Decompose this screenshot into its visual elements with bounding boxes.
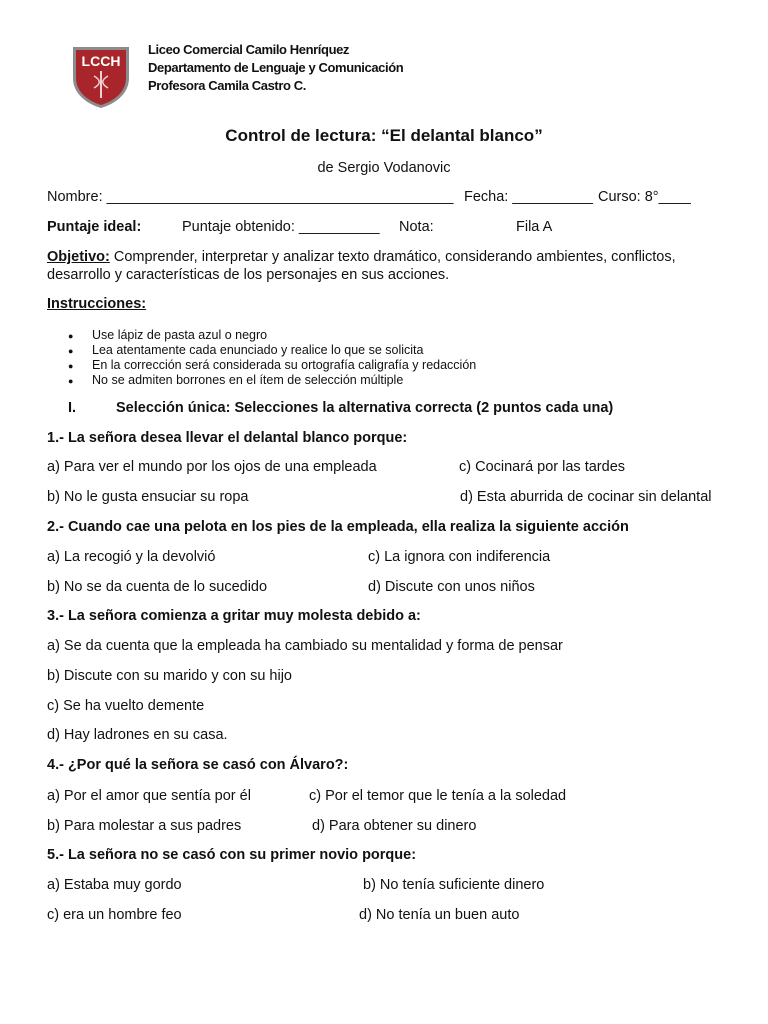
obtained-score-field[interactable]: Puntaje obtenido: __________: [182, 219, 380, 235]
bullet-icon: ●: [68, 376, 74, 386]
option-2b[interactable]: b) No se da cuenta de lo sucedido: [47, 579, 268, 595]
objective-text-1: Comprender, interpretar y analizar texto dramático, considerando ambientes, conflictos,: [109, 249, 676, 265]
option-3d[interactable]: d) Hay ladrones en su casa.: [47, 727, 228, 743]
option-2d[interactable]: d) Discute con unos niños: [368, 579, 535, 595]
option-1d[interactable]: d) Esta aburrida de cocinar sin delantal: [460, 489, 712, 505]
instruction-item: Lea atentamente cada enunciado y realice lo que se solicita: [92, 343, 424, 357]
section-number: I.: [68, 400, 77, 416]
option-4b[interactable]: b) Para molestar a sus padres: [47, 818, 242, 834]
option-4d[interactable]: d) Para obtener su dinero: [312, 818, 477, 834]
page-title: [0, 126, 768, 146]
question-5: 5.- La señora no se casó con su primer novio porque:: [47, 847, 417, 863]
teacher-name: Profesora Camila Castro C.: [148, 78, 306, 93]
option-4a[interactable]: a) Por el amor que sentía por él: [47, 788, 251, 804]
instruction-item: Use lápiz de pasta azul o negro: [92, 328, 268, 342]
option-2c[interactable]: c) La ignora con indiferencia: [368, 549, 551, 565]
option-1b[interactable]: b) No le gusta ensuciar su ropa: [47, 489, 249, 505]
date-field[interactable]: Fecha: __________: [464, 189, 593, 205]
title-label: Control de lectura:: [225, 126, 377, 145]
row-label: Fila A: [516, 219, 553, 235]
question-3: 3.- La señora comienza a gritar muy molesta debido a:: [47, 608, 421, 624]
bullet-icon: ●: [68, 361, 74, 371]
objective-label: Objetivo:: [47, 249, 110, 265]
course-field[interactable]: Curso: 8°____: [598, 189, 691, 205]
instruction-item: No se admiten borrones en el ítem de selección múltiple: [92, 373, 404, 387]
objective: [47, 249, 676, 265]
question-2: 2.- Cuando cae una pelota en los pies de la empleada, ella realiza la siguiente acción: [47, 519, 629, 535]
option-5c[interactable]: c) era un hombre feo: [47, 907, 182, 923]
name-field[interactable]: Nombre: ___________________________________________: [47, 189, 454, 205]
option-3a[interactable]: a) Se da cuenta que la empleada ha cambiado su mentalidad y forma de pensar: [47, 638, 563, 654]
option-1c[interactable]: c) Cocinará por las tardes: [459, 459, 626, 475]
option-5a[interactable]: a) Estaba muy gordo: [47, 877, 182, 893]
option-1a[interactable]: a) Para ver el mundo por los ojos de una empleada: [47, 459, 377, 475]
bullet-icon: ●: [68, 346, 74, 356]
section-title: Selección única: Selecciones la alternativa correcta (2 puntos cada una): [116, 400, 614, 416]
objective-text-2: desarrollo y características de los personajes en sus acciones.: [47, 267, 450, 283]
author-line: de Sergio Vodanovic: [317, 160, 451, 176]
grade-label: Nota:: [399, 219, 434, 235]
option-2a[interactable]: a) La recogió y la devolvió: [47, 549, 216, 565]
question-4: 4.- ¿Por qué la señora se casó con Álvaro?:: [47, 757, 349, 773]
option-5b[interactable]: b) No tenía suficiente dinero: [363, 877, 545, 893]
question-1: 1.- La señora desea llevar el delantal blanco porque:: [47, 430, 408, 446]
option-5d[interactable]: d) No tenía un buen auto: [359, 907, 520, 923]
instructions-title: Instrucciones:: [47, 296, 147, 312]
option-4c[interactable]: c) Por el temor que le tenía a la soledad: [309, 788, 567, 804]
department-name: Departamento de Lenguaje y Comunicación: [148, 60, 404, 75]
bullet-icon: ●: [68, 331, 74, 341]
option-3b[interactable]: b) Discute con su marido y con su hijo: [47, 668, 292, 684]
school-crest-logo: [70, 44, 132, 110]
instruction-item: En la corrección será considerada su ortografía caligrafía y redacción: [92, 358, 477, 372]
ideal-score-label: Puntaje ideal:: [47, 219, 142, 235]
book-title: “El delantal blanco”: [381, 126, 543, 145]
logo-text: LCCH: [81, 53, 121, 69]
option-3c[interactable]: c) Se ha vuelto demente: [47, 698, 205, 714]
school-name: Liceo Comercial Camilo Henríquez: [148, 42, 350, 57]
